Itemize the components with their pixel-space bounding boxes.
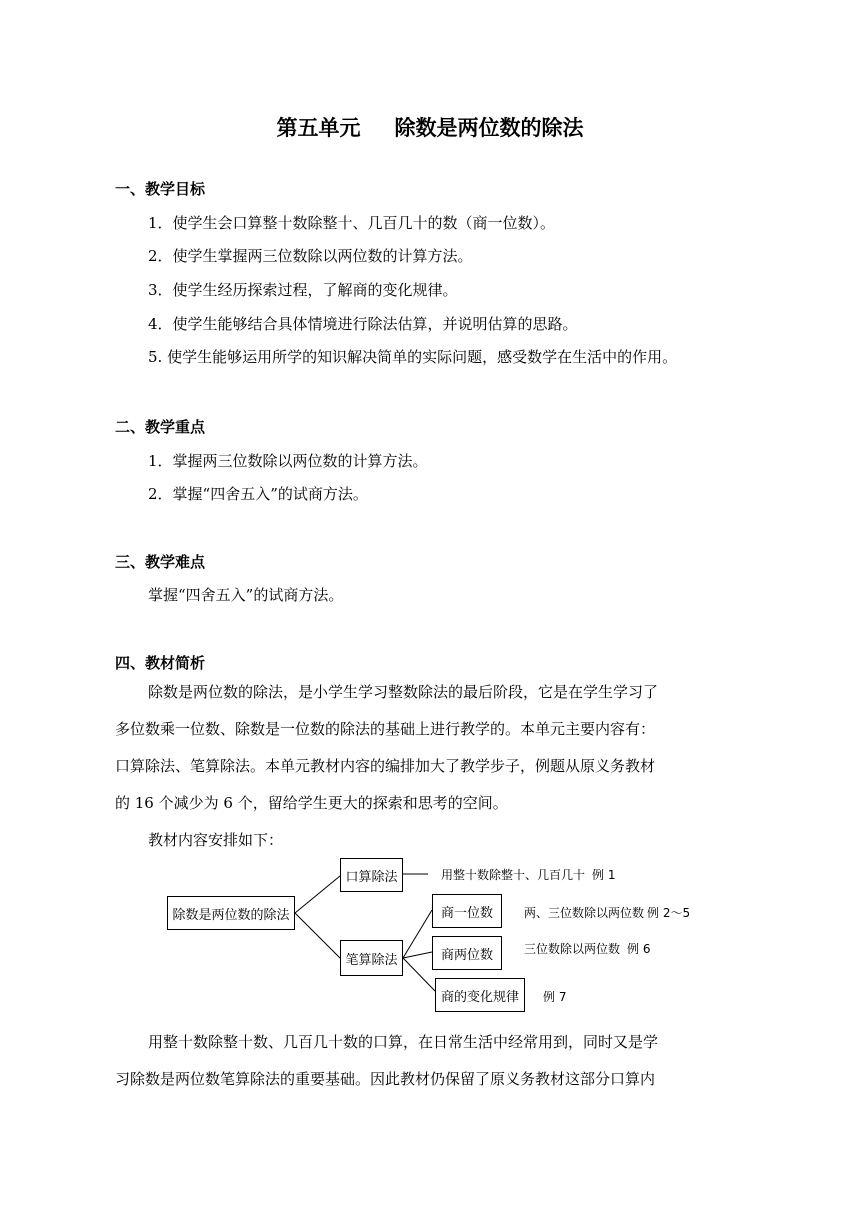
goal-item: 4．使学生能够结合具体情境进行除法估算，并说明估算的思路。 bbox=[148, 315, 578, 333]
diagram-root-box: 除数是两位数的除法 bbox=[167, 896, 295, 930]
goal-item: 2．使学生掌握两三位数除以两位数的计算方法。 bbox=[148, 247, 473, 265]
section-heading-analysis: 四、教材简析 bbox=[115, 654, 206, 672]
content-structure-diagram bbox=[160, 848, 720, 1018]
analysis-line: 除数是两位数的除法，是小学生学习整数除法的最后阶段，它是在学生学习了 bbox=[148, 683, 659, 701]
title-unit: 第五单元 bbox=[276, 116, 361, 140]
diagram-sub-box: 商两位数 bbox=[432, 936, 502, 970]
diagram-sub-example: 例 2～5 bbox=[647, 906, 691, 920]
diagram-oral-division-box: 口算除法 bbox=[340, 858, 403, 892]
analysis-line: 多位数乘一位数、除数是一位数的除法的基础上进行教学的。本单元主要内容有： bbox=[115, 720, 656, 738]
diagram-sub-box: 商一位数 bbox=[432, 894, 502, 928]
section-heading-goals: 一、教学目标 bbox=[115, 180, 206, 198]
diagram-oral-division-desc: 用整十数除整十、几百几十 bbox=[441, 868, 586, 882]
arrangement-line: 教材内容安排如下： bbox=[148, 831, 284, 849]
page-title bbox=[0, 112, 860, 142]
analysis-line: 的 16 个减少为 6 个，留给学生更大的探索和思考的空间。 bbox=[115, 794, 508, 812]
goal-item: 3．使学生经历探索过程，了解商的变化规律。 bbox=[148, 281, 458, 299]
closing-line: 习除数是两位数笔算除法的重要基础。因此教材仍保留了原义务教材这部分口算内 bbox=[115, 1070, 656, 1088]
diagram-sub-box: 商的变化规律 bbox=[435, 978, 525, 1012]
goal-item: 1．使学生会口算整十数除整十、几百几十的数（商一位数）。 bbox=[148, 214, 556, 232]
diagram-sub-example: 例 6 bbox=[627, 942, 651, 956]
diagram-sub-example: 例 7 bbox=[543, 990, 567, 1004]
analysis-line: 口算除法、笔算除法。本单元教材内容的编排加大了教学步子，例题从原义务教材 bbox=[115, 757, 656, 775]
key-point-item: 2．掌握“四舍五入”的试商方法。 bbox=[148, 485, 368, 503]
section-heading-difficulties: 三、教学难点 bbox=[115, 553, 206, 571]
analysis-paragraph bbox=[115, 674, 745, 859]
difficulty-item: 掌握“四舍五入”的试商方法。 bbox=[148, 586, 344, 604]
diagram-sub-desc: 三位数除以两位数 bbox=[524, 942, 621, 956]
diagram-written-division-box: 笔算除法 bbox=[340, 940, 403, 976]
diagram-oral-division-example: 例 1 bbox=[592, 868, 616, 882]
key-point-item: 1．掌握两三位数除以两位数的计算方法。 bbox=[148, 452, 428, 470]
closing-line: 用整十数除整十数、几百几十数的口算，在日常生活中经常用到，同时又是学 bbox=[148, 1033, 659, 1051]
section-heading-key-points: 二、教学重点 bbox=[115, 418, 206, 436]
title-topic: 除数是两位数的除法 bbox=[394, 116, 584, 140]
diagram-sub-desc: 两、三位数除以两位数 bbox=[524, 906, 645, 920]
closing-paragraph bbox=[115, 1024, 745, 1098]
goal-item: 5. 使学生能够运用所学的知识解决简单的实际问题，感受数学在生活中的作用。 bbox=[148, 348, 678, 366]
